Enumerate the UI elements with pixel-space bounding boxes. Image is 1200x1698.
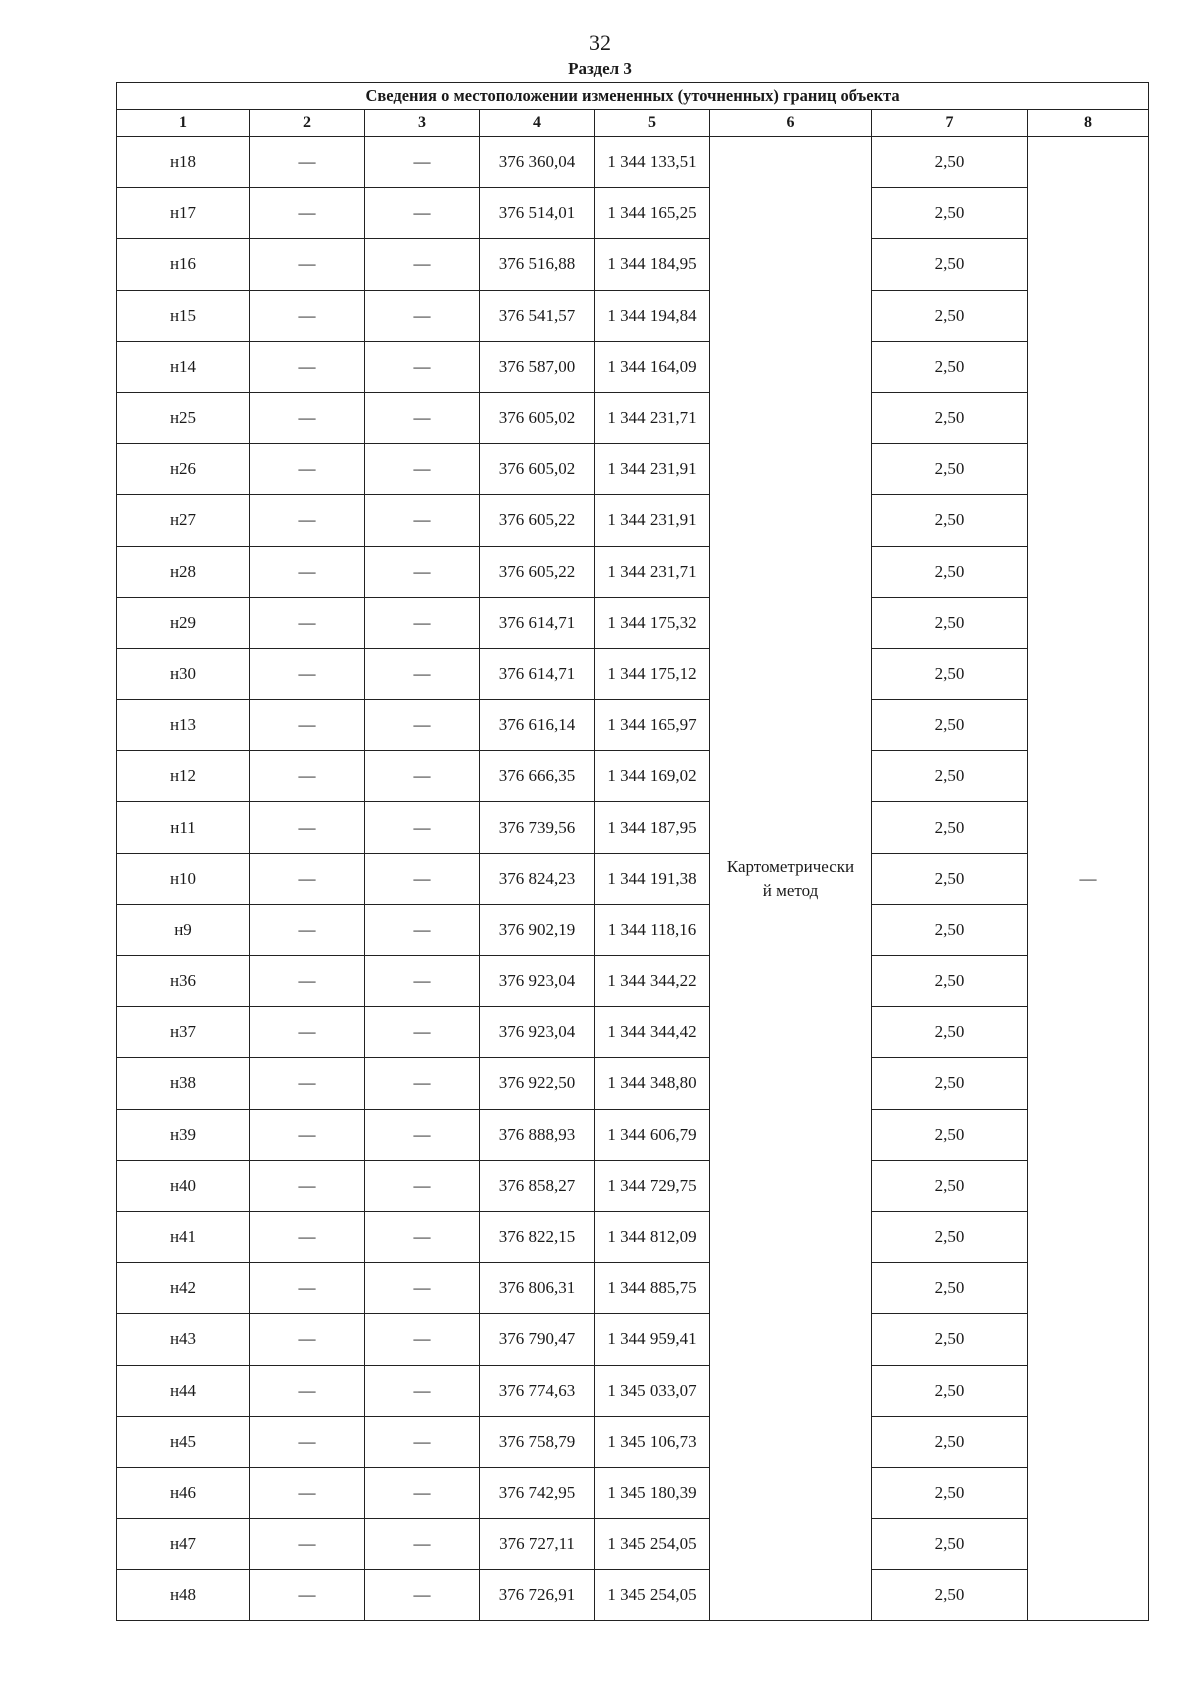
table-row [117, 802, 1149, 853]
column-number-8: 8 [1028, 110, 1149, 137]
point-name-cell: н9 [117, 904, 250, 955]
table-row [117, 546, 1149, 597]
column-2-cell: — [250, 1467, 365, 1518]
y-coordinate-cell: 1 344 165,97 [595, 700, 710, 751]
column-2-cell: — [250, 1263, 365, 1314]
column-2-cell: — [250, 853, 365, 904]
x-coordinate-cell: 376 605,22 [480, 546, 595, 597]
column-2-cell: — [250, 137, 365, 188]
table-row [117, 1007, 1149, 1058]
x-coordinate-cell: 376 742,95 [480, 1467, 595, 1518]
point-name-cell: н13 [117, 700, 250, 751]
column-2-cell: — [250, 956, 365, 1007]
y-coordinate-cell: 1 344 191,38 [595, 853, 710, 904]
column-2-cell: — [250, 1007, 365, 1058]
y-coordinate-cell: 1 344 606,79 [595, 1109, 710, 1160]
table-row [117, 1519, 1149, 1570]
y-coordinate-cell: 1 345 033,07 [595, 1365, 710, 1416]
table-row [117, 1467, 1149, 1518]
point-name-cell: н16 [117, 239, 250, 290]
x-coordinate-cell: 376 758,79 [480, 1416, 595, 1467]
precision-cell: 2,50 [872, 495, 1028, 546]
y-coordinate-cell: 1 344 231,91 [595, 495, 710, 546]
column-3-cell: — [365, 1211, 480, 1262]
column-3-cell: — [365, 1467, 480, 1518]
table-row [117, 392, 1149, 443]
y-coordinate-cell: 1 344 231,91 [595, 444, 710, 495]
x-coordinate-cell: 376 923,04 [480, 956, 595, 1007]
precision-cell: 2,50 [872, 1211, 1028, 1262]
column-3-cell: — [365, 1570, 480, 1621]
precision-cell: 2,50 [872, 1365, 1028, 1416]
x-coordinate-cell: 376 922,50 [480, 1058, 595, 1109]
y-coordinate-cell: 1 344 231,71 [595, 546, 710, 597]
column-2-cell: — [250, 904, 365, 955]
column-3-cell: — [365, 904, 480, 955]
table-row [117, 137, 1149, 188]
column-2-cell: — [250, 495, 365, 546]
table-row [117, 239, 1149, 290]
x-coordinate-cell: 376 824,23 [480, 853, 595, 904]
y-coordinate-cell: 1 344 729,75 [595, 1160, 710, 1211]
column-2-cell: — [250, 444, 365, 495]
point-name-cell: н41 [117, 1211, 250, 1262]
point-name-cell: н10 [117, 853, 250, 904]
column-3-cell: — [365, 1109, 480, 1160]
column-number-5: 5 [595, 110, 710, 137]
x-coordinate-cell: 376 902,19 [480, 904, 595, 955]
y-coordinate-cell: 1 344 812,09 [595, 1211, 710, 1262]
column-3-cell: — [365, 137, 480, 188]
precision-cell: 2,50 [872, 597, 1028, 648]
precision-cell: 2,50 [872, 1160, 1028, 1211]
column-2-cell: — [250, 341, 365, 392]
x-coordinate-cell: 376 888,93 [480, 1109, 595, 1160]
method-cell [710, 137, 872, 1621]
point-name-cell: н45 [117, 1416, 250, 1467]
x-coordinate-cell: 376 666,35 [480, 751, 595, 802]
column-3-cell: — [365, 290, 480, 341]
precision-cell: 2,50 [872, 751, 1028, 802]
precision-cell: 2,50 [872, 392, 1028, 443]
y-coordinate-cell: 1 344 344,42 [595, 1007, 710, 1058]
column-2-cell: — [250, 1416, 365, 1467]
table-row [117, 1570, 1149, 1621]
column-2-cell: — [250, 648, 365, 699]
y-coordinate-cell: 1 344 184,95 [595, 239, 710, 290]
x-coordinate-cell: 376 541,57 [480, 290, 595, 341]
x-coordinate-cell: 376 605,02 [480, 392, 595, 443]
column-3-cell: — [365, 1058, 480, 1109]
table-row [117, 751, 1149, 802]
column-2-cell: — [250, 1314, 365, 1365]
precision-cell: 2,50 [872, 904, 1028, 955]
column-2-cell: — [250, 597, 365, 648]
column-3-cell: — [365, 1365, 480, 1416]
table-row [117, 341, 1149, 392]
x-coordinate-cell: 376 774,63 [480, 1365, 595, 1416]
column-number-6: 6 [710, 110, 872, 137]
point-name-cell: н28 [117, 546, 250, 597]
column-3-cell: — [365, 1007, 480, 1058]
point-name-cell: н43 [117, 1314, 250, 1365]
section-title: Раздел 3 [568, 59, 632, 78]
y-coordinate-cell: 1 344 885,75 [595, 1263, 710, 1314]
column-2-cell: — [250, 1365, 365, 1416]
column-2-cell: — [250, 392, 365, 443]
table-row [117, 904, 1149, 955]
table-row [117, 597, 1149, 648]
table-row [117, 648, 1149, 699]
table-row [117, 1314, 1149, 1365]
column-2-cell: — [250, 239, 365, 290]
column-3-cell: — [365, 1263, 480, 1314]
precision-cell: 2,50 [872, 1416, 1028, 1467]
column-3-cell: — [365, 751, 480, 802]
column-2-cell: — [250, 188, 365, 239]
table-body [117, 137, 1149, 1621]
column-2-cell: — [250, 802, 365, 853]
x-coordinate-cell: 376 360,04 [480, 137, 595, 188]
precision-cell: 2,50 [872, 188, 1028, 239]
point-name-cell: н40 [117, 1160, 250, 1211]
table-row [117, 1109, 1149, 1160]
column-2-cell: — [250, 1211, 365, 1262]
point-name-cell: н25 [117, 392, 250, 443]
precision-cell: 2,50 [872, 956, 1028, 1007]
point-name-cell: н38 [117, 1058, 250, 1109]
precision-cell: 2,50 [872, 1570, 1028, 1621]
precision-cell: 2,50 [872, 700, 1028, 751]
point-name-cell: н26 [117, 444, 250, 495]
x-coordinate-cell: 376 616,14 [480, 700, 595, 751]
column-3-cell: — [365, 853, 480, 904]
precision-cell: 2,50 [872, 546, 1028, 597]
column-3-cell: — [365, 597, 480, 648]
x-coordinate-cell: 376 806,31 [480, 1263, 595, 1314]
column-2-cell: — [250, 1519, 365, 1570]
page-number: 32 [589, 30, 611, 55]
y-coordinate-cell: 1 344 118,16 [595, 904, 710, 955]
column-2-cell: — [250, 1570, 365, 1621]
y-coordinate-cell: 1 344 194,84 [595, 290, 710, 341]
y-coordinate-cell: 1 344 175,12 [595, 648, 710, 699]
table-row [117, 700, 1149, 751]
y-coordinate-cell: 1 344 231,71 [595, 392, 710, 443]
table-row [117, 956, 1149, 1007]
precision-cell: 2,50 [872, 648, 1028, 699]
x-coordinate-cell: 376 614,71 [480, 648, 595, 699]
precision-cell: 2,50 [872, 137, 1028, 188]
column-3-cell: — [365, 1314, 480, 1365]
y-coordinate-cell: 1 345 106,73 [595, 1416, 710, 1467]
y-coordinate-cell: 1 344 169,02 [595, 751, 710, 802]
precision-cell: 2,50 [872, 1263, 1028, 1314]
precision-cell: 2,50 [872, 802, 1028, 853]
point-name-cell: н17 [117, 188, 250, 239]
column-3-cell: — [365, 495, 480, 546]
point-name-cell: н36 [117, 956, 250, 1007]
column-3-cell: — [365, 700, 480, 751]
column-3-cell: — [365, 546, 480, 597]
point-name-cell: н46 [117, 1467, 250, 1518]
table-row [117, 290, 1149, 341]
column-3-cell: — [365, 444, 480, 495]
x-coordinate-cell: 376 516,88 [480, 239, 595, 290]
column-2-cell: — [250, 290, 365, 341]
point-name-cell: н11 [117, 802, 250, 853]
x-coordinate-cell: 376 605,22 [480, 495, 595, 546]
point-name-cell: н27 [117, 495, 250, 546]
table-row [117, 1365, 1149, 1416]
point-name-cell: н39 [117, 1109, 250, 1160]
point-name-cell: н37 [117, 1007, 250, 1058]
column-2-cell: — [250, 1058, 365, 1109]
precision-cell: 2,50 [872, 1314, 1028, 1365]
column-3-cell: — [365, 802, 480, 853]
column-number-3: 3 [365, 110, 480, 137]
table-row [117, 1416, 1149, 1467]
y-coordinate-cell: 1 344 133,51 [595, 137, 710, 188]
column-3-cell: — [365, 239, 480, 290]
point-name-cell: н30 [117, 648, 250, 699]
table-row [117, 1263, 1149, 1314]
column-number-7: 7 [872, 110, 1028, 137]
y-coordinate-cell: 1 344 165,25 [595, 188, 710, 239]
precision-cell: 2,50 [872, 853, 1028, 904]
column-2-cell: — [250, 1109, 365, 1160]
point-name-cell: н14 [117, 341, 250, 392]
point-name-cell: н47 [117, 1519, 250, 1570]
column-2-cell: — [250, 1160, 365, 1211]
point-name-cell: н29 [117, 597, 250, 648]
x-coordinate-cell: 376 587,00 [480, 341, 595, 392]
method-text-line-2: й метод [762, 880, 819, 900]
x-coordinate-cell: 376 605,02 [480, 444, 595, 495]
point-name-cell: н48 [117, 1570, 250, 1621]
table-row [117, 495, 1149, 546]
x-coordinate-cell: 376 790,47 [480, 1314, 595, 1365]
column-3-cell: — [365, 1416, 480, 1467]
column-3-cell: — [365, 956, 480, 1007]
x-coordinate-cell: 376 727,11 [480, 1519, 595, 1570]
x-coordinate-cell: 376 858,27 [480, 1160, 595, 1211]
y-coordinate-cell: 1 344 175,32 [595, 597, 710, 648]
precision-cell: 2,50 [872, 341, 1028, 392]
boundary-coordinates-table [116, 82, 1149, 1621]
column-2-cell: — [250, 546, 365, 597]
column-2-cell: — [250, 700, 365, 751]
x-coordinate-cell: 376 822,15 [480, 1211, 595, 1262]
table-row [117, 1211, 1149, 1262]
table-title: Сведения о местоположении измененных (уточненных) границ объекта [117, 83, 1149, 110]
x-coordinate-cell: 376 739,56 [480, 802, 595, 853]
precision-cell: 2,50 [872, 444, 1028, 495]
precision-cell: 2,50 [872, 239, 1028, 290]
precision-cell: 2,50 [872, 290, 1028, 341]
table-row [117, 1160, 1149, 1211]
column-3-cell: — [365, 188, 480, 239]
table-row [117, 444, 1149, 495]
point-name-cell: н42 [117, 1263, 250, 1314]
column-3-cell: — [365, 392, 480, 443]
point-name-cell: н18 [117, 137, 250, 188]
precision-cell: 2,50 [872, 1109, 1028, 1160]
method-text-line-1: Картометрически [726, 856, 855, 876]
y-coordinate-cell: 1 345 180,39 [595, 1467, 710, 1518]
column-number-1: 1 [117, 110, 250, 137]
x-coordinate-cell: 376 726,91 [480, 1570, 595, 1621]
column-3-cell: — [365, 1519, 480, 1570]
column-number-4: 4 [480, 110, 595, 137]
column-3-cell: — [365, 1160, 480, 1211]
y-coordinate-cell: 1 345 254,05 [595, 1519, 710, 1570]
y-coordinate-cell: 1 344 959,41 [595, 1314, 710, 1365]
y-coordinate-cell: 1 344 164,09 [595, 341, 710, 392]
column-3-cell: — [365, 648, 480, 699]
x-coordinate-cell: 376 614,71 [480, 597, 595, 648]
y-coordinate-cell: 1 344 187,95 [595, 802, 710, 853]
point-name-cell: н15 [117, 290, 250, 341]
precision-cell: 2,50 [872, 1467, 1028, 1518]
table-row [117, 1058, 1149, 1109]
point-name-cell: н44 [117, 1365, 250, 1416]
column-number-2: 2 [250, 110, 365, 137]
y-coordinate-cell: 1 345 254,05 [595, 1570, 710, 1621]
x-coordinate-cell: 376 514,01 [480, 188, 595, 239]
precision-cell: 2,50 [872, 1007, 1028, 1058]
column-8-cell: — [1028, 137, 1149, 1621]
precision-cell: 2,50 [872, 1519, 1028, 1570]
table-row [117, 188, 1149, 239]
table-row [117, 853, 1149, 904]
precision-cell: 2,50 [872, 1058, 1028, 1109]
y-coordinate-cell: 1 344 348,80 [595, 1058, 710, 1109]
x-coordinate-cell: 376 923,04 [480, 1007, 595, 1058]
column-2-cell: — [250, 751, 365, 802]
point-name-cell: н12 [117, 751, 250, 802]
y-coordinate-cell: 1 344 344,22 [595, 956, 710, 1007]
column-3-cell: — [365, 341, 480, 392]
